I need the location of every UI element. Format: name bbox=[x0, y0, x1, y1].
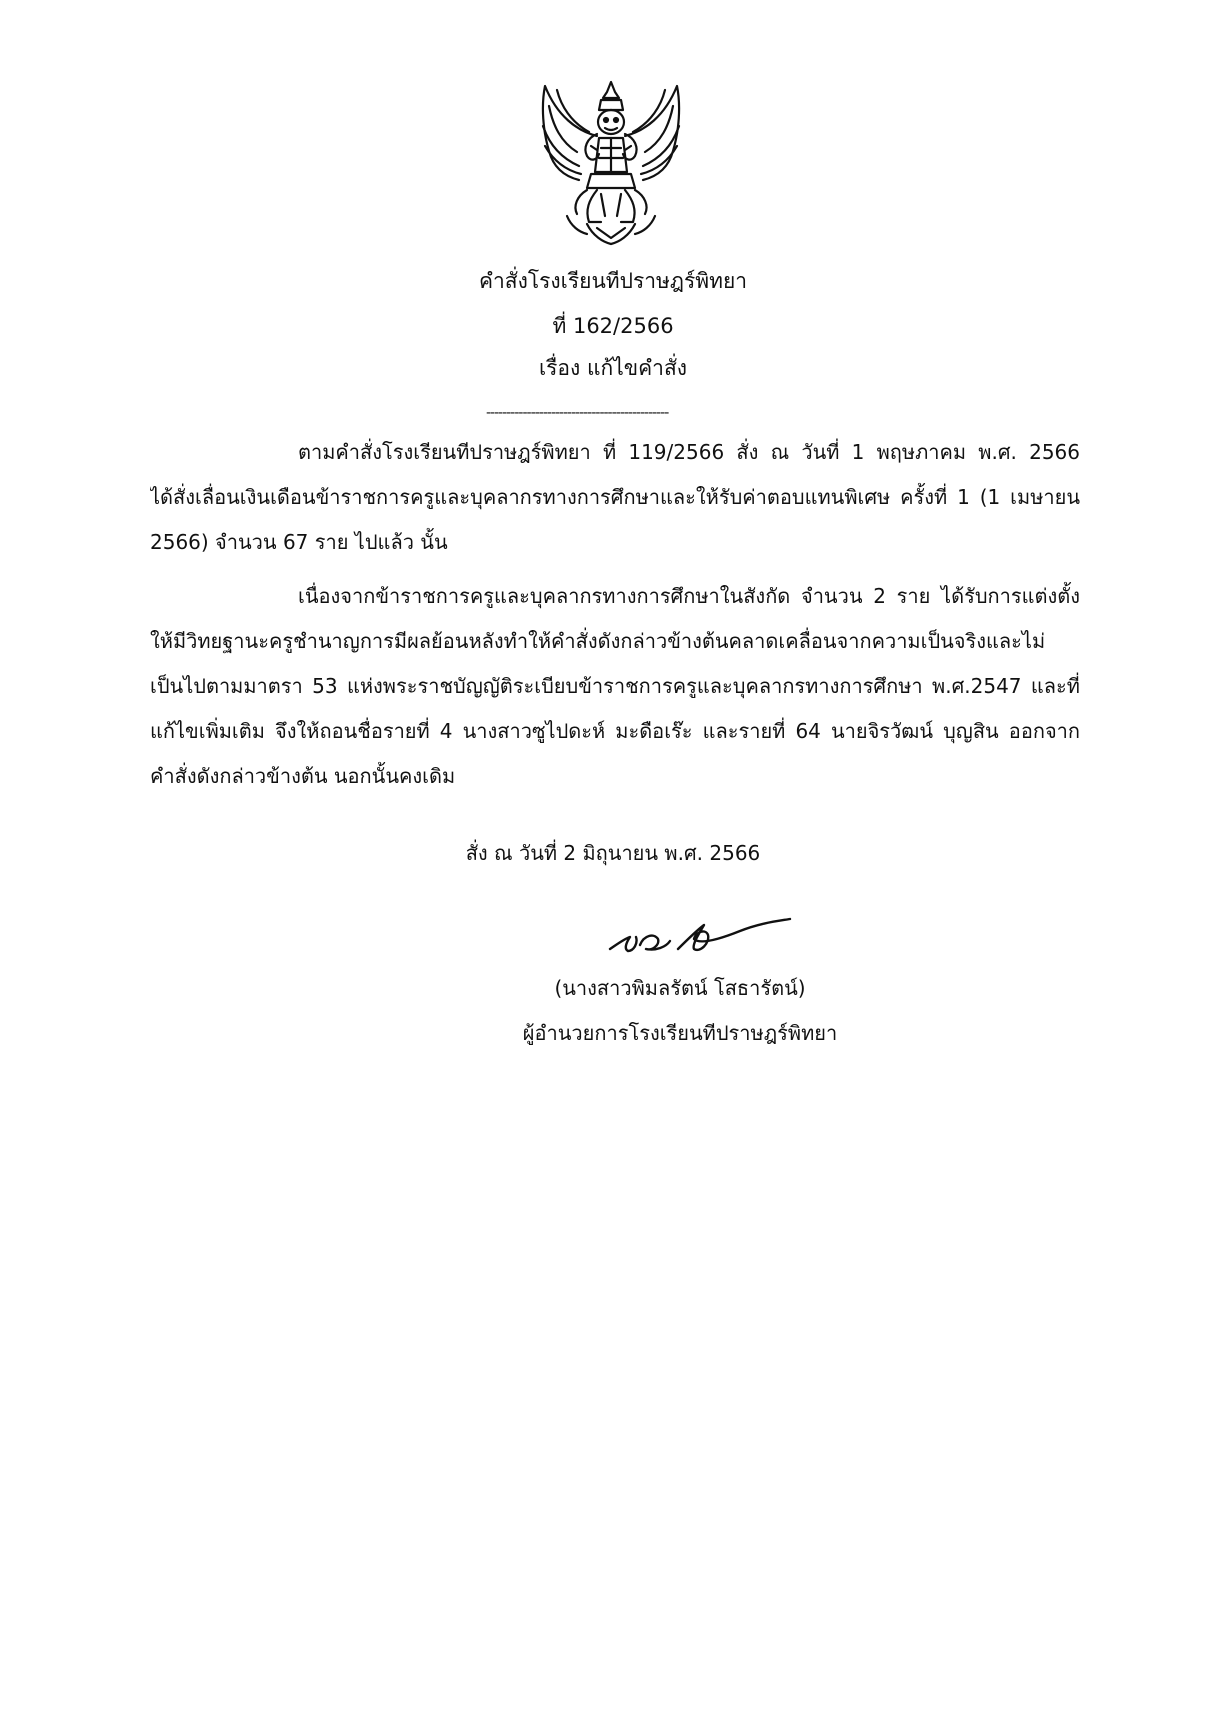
order-title: คำสั่งโรงเรียนทีปราษฎร์พิทยา bbox=[478, 269, 748, 293]
handwritten-signature bbox=[600, 905, 796, 963]
paragraph-line: ตามคำสั่งโรงเรียนทีปราษฎร์พิทยา ที่ 119/2566 สั่ง ณ วันที่ 1 พฤษภาคม พ.ศ. 2566 bbox=[298, 440, 1080, 464]
garuda-emblem-icon bbox=[527, 76, 695, 248]
paragraph-reference bbox=[150, 430, 1080, 565]
order-date: สั่ง ณ วันที่ 2 มิถุนายน พ.ศ. 2566 bbox=[465, 841, 761, 865]
order-subject: เรื่อง แก้ไขคำสั่ง bbox=[538, 356, 688, 380]
paragraph-line: 2566) จำนวน 67 ราย ไปแล้ว นั้น bbox=[150, 530, 448, 554]
signer-name: (นางสาวพิมลรัตน์ โสธารัตน์) bbox=[554, 976, 806, 1000]
paragraph-line: ได้สั่งเลื่อนเงินเดือนข้าราชการครูและบุคลากรทางการศึกษาและให้รับค่าตอบแทนพิเศษ ครั้งที่ 1 (1 เมษายน bbox=[150, 485, 1080, 509]
paragraph-line: ให้มีวิทยฐานะครูชำนาญการมีผลย้อนหลังทำให้คำสั่งดังกล่าวข้างต้นคลาดเคลื่อนจากความเป็นจริงและไม่ bbox=[150, 629, 1046, 653]
order-number: ที่ 162/2566 bbox=[552, 314, 674, 338]
paragraph-line: เนื่องจากข้าราชการครูและบุคลากรทางการศึกษาในสังกัด จำนวน 2 ราย ได้รับการแต่งตั้ง bbox=[298, 584, 1080, 608]
paragraph-line: เป็นไปตามมาตรา 53 แห่งพระราชบัญญัติระเบียบข้าราชการครูและบุคลากรทางการศึกษา พ.ศ.2547 และที่ bbox=[150, 674, 1080, 698]
paragraph-reason bbox=[150, 574, 1080, 799]
paragraph-line: คำสั่งดังกล่าวข้างต้น นอกนั้นคงเดิม bbox=[150, 764, 456, 788]
signer-position: ผู้อำนวยการโรงเรียนทีปราษฎร์พิทยา bbox=[522, 1021, 838, 1045]
divider-line: --------------------------------------------- bbox=[486, 405, 669, 421]
paragraph-line: แก้ไขเพิ่มเติม จึงให้ถอนชื่อรายที่ 4 นางสาวซูไปดะห์ มะดือเร๊ะ และรายที่ 64 นายจิรวัฒน์ บุญสิน ออกจาก bbox=[150, 719, 1080, 743]
